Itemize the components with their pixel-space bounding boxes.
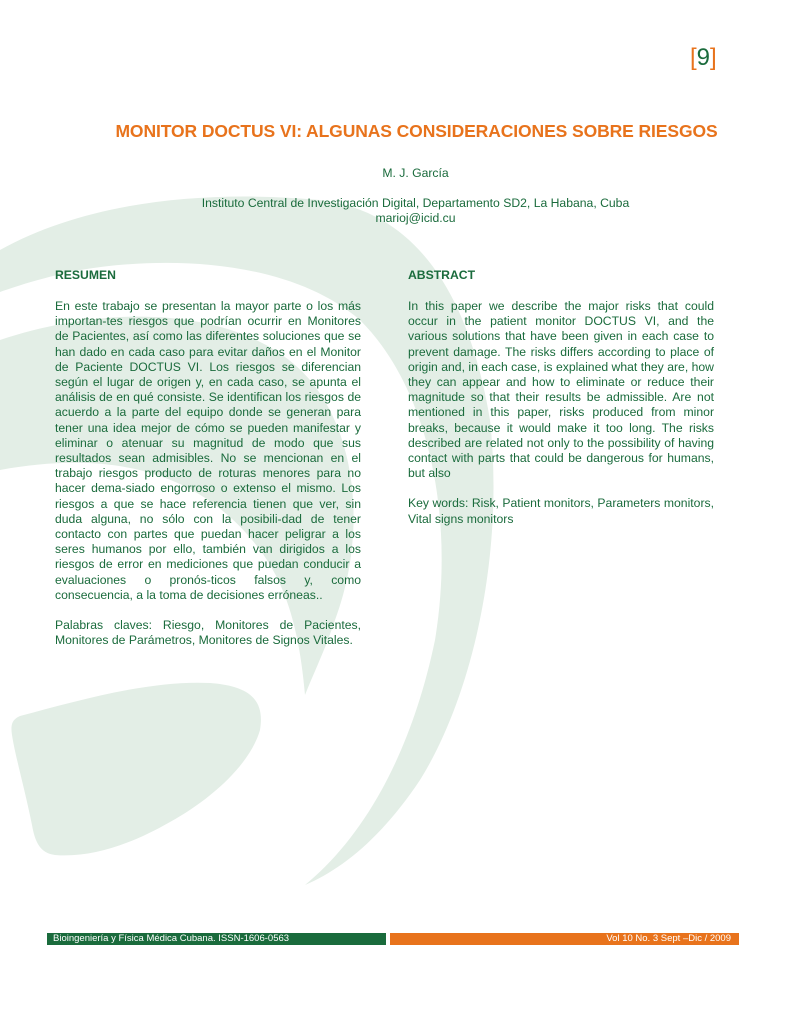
page-number [690,44,717,72]
abstract-section [408,268,714,542]
page-number-value: 9 [696,44,711,71]
footer-bar [47,933,739,945]
resumen-heading: RESUMEN [55,268,116,282]
footer-volume: Vol 10 No. 3 Sept –Dic / 2009 [390,933,739,945]
abstract-body: In this paper we describe the major risks that could occur in the patient monitor DOCTUS VI, and the various solutions that have been given in each case to prevent damage. The risks differs according to place of origin and, in each case, is explained what they are, how they can appear and how to eliminate or reduce their magnitude so that their results be admissible. Are not mentioned in this paper, risks produced from minor breaks, because it would make it too long. The risks described are related not only to the possibility of having contact with parts that could be dangerous for humans, but also [408,299,714,481]
bracket-open: [ [690,44,697,71]
footer-journal: Bioingeniería y Física Médica Cubana. ISSN-1606-0563 [47,933,386,945]
bracket-close: ] [710,44,717,71]
resumen-section [55,268,361,663]
resumen-body: En este trabajo se presentan la mayor parte o los más importan-tes riesgos que podrían ocurrir en Monitores de Pacientes, así como las diferentes soluciones que se han dado en cada caso para evitar daños en el Monitor de Paciente DOCTUS VI. Los riesgos se diferencian según el lugar de origen y, en cada caso, se apunta el análisis de en qué consiste. Se identifican los riesgos de acuerdo a la parte del equipo donde se generan para tener una idea mejor de cómo se pueden manifestar y eliminar o atenuar su magnitud de modo que sus resultados sean admisibles. No se mencionan en el trabajo riesgos producto de roturas menores para no hacer dema-siado engorroso o extenso el mismo. Los riesgos a que se hace referencia tienen que ver, sin duda alguna, no sólo con la posibili-dad de tener contacto con partes que puedan hacer peligrar a los seres humanos por ello, también van dirigidos a los riesgos de error en mediciones que puedan conducir a evaluaciones o pronós-ticos falsos y, como consecuencia, a la toma de decisiones erróneas.. [55,299,361,602]
abstract-heading: ABSTRACT [408,268,476,282]
affiliation-block [0,196,791,226]
paper-title: MONITOR DOCTUS VI: ALGUNAS CONSIDERACIONES SOBRE RIESGOS [115,121,718,141]
author: M. J. García [382,166,449,180]
abstract-keywords: Key words: Risk, Patient monitors, Parameters monitors, Vital signs monitors [408,496,714,526]
watermark-lower-blob [11,683,260,856]
author-email[interactable]: marioj@icid.cu [375,211,456,225]
affiliation: Instituto Central de Investigación Digital, Departamento SD2, La Habana, Cuba [201,196,630,210]
resumen-keywords: Palabras claves: Riesgo, Monitores de Pacientes, Monitores de Parámetros, Monitores de Signos Vitales. [55,618,361,648]
